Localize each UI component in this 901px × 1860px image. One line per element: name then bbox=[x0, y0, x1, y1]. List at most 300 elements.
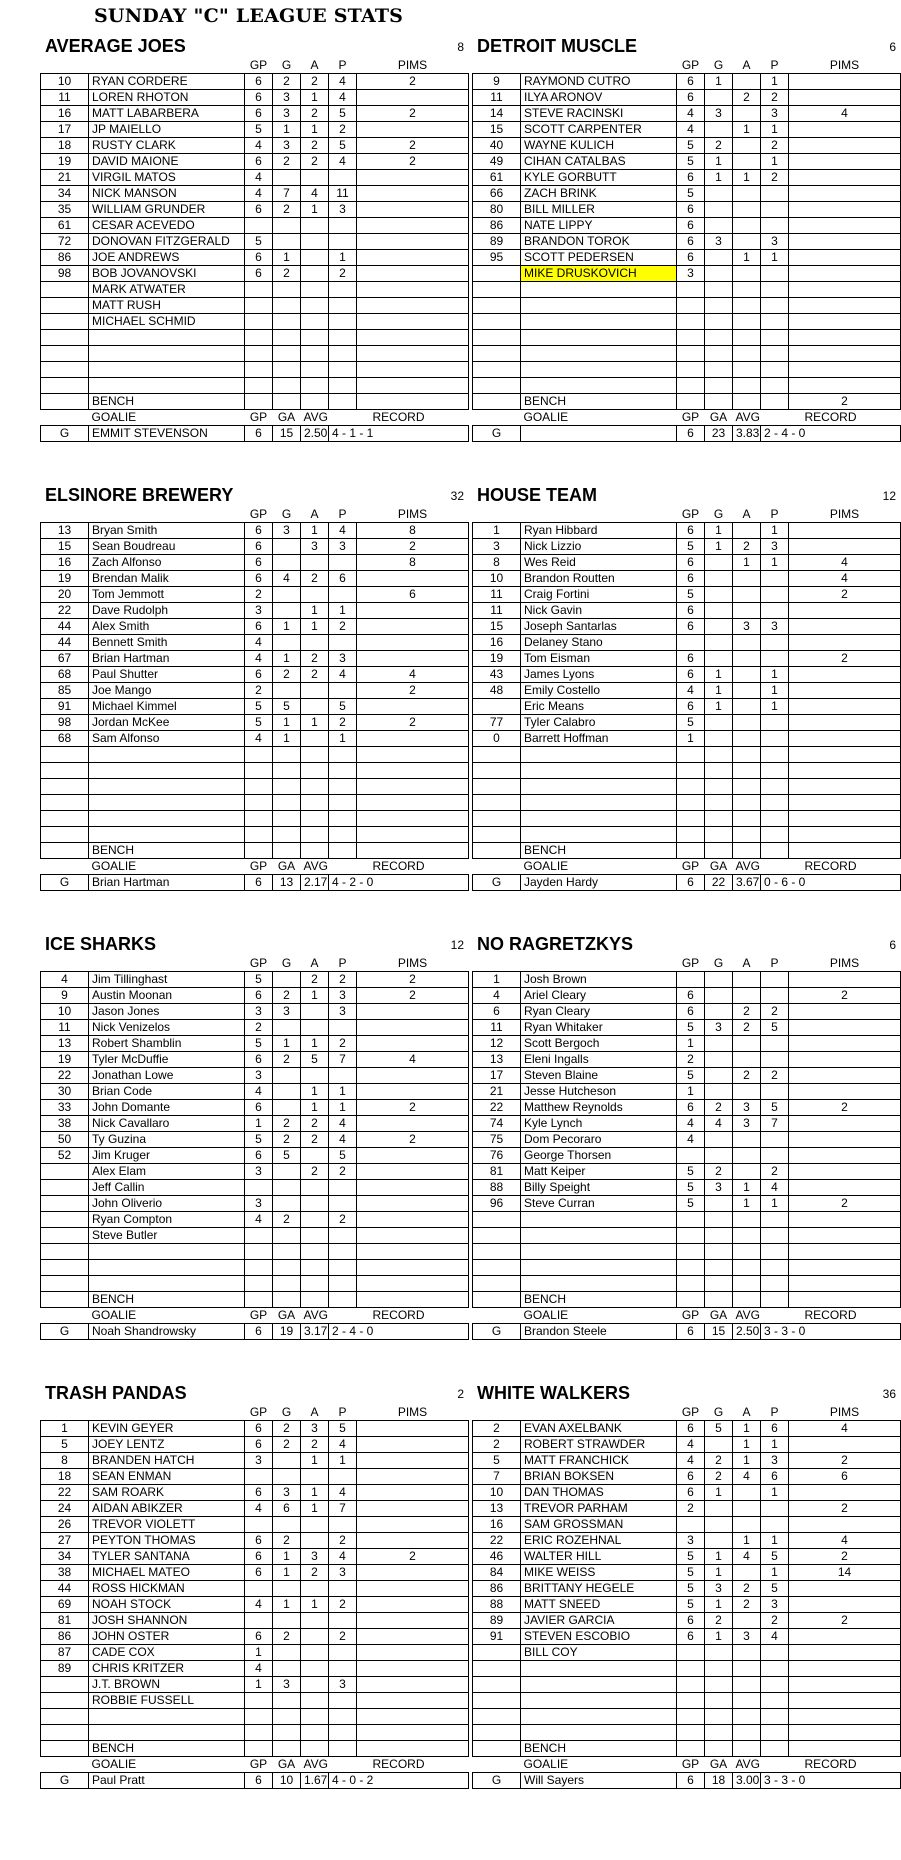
player-gp bbox=[677, 1517, 705, 1533]
player-goals bbox=[705, 972, 733, 988]
player-goals bbox=[705, 1517, 733, 1533]
player-pims bbox=[789, 1581, 901, 1597]
player-gp bbox=[245, 763, 273, 779]
player-assists bbox=[301, 170, 329, 186]
table-row bbox=[473, 106, 901, 122]
player-assists bbox=[733, 1148, 761, 1164]
player-goals bbox=[705, 1004, 733, 1020]
table-row bbox=[41, 346, 469, 362]
player-goals bbox=[705, 218, 733, 234]
player-goals bbox=[705, 1661, 733, 1677]
player-points: 2 bbox=[329, 266, 357, 282]
player-points bbox=[761, 298, 789, 314]
player-assists: 4 bbox=[733, 1549, 761, 1565]
player-assists: 2 bbox=[733, 90, 761, 106]
player-number: 9 bbox=[473, 74, 521, 90]
table-row bbox=[473, 266, 901, 282]
player-name: SEAN ENMAN bbox=[89, 1469, 245, 1485]
table-row bbox=[473, 1020, 901, 1036]
player-number: 15 bbox=[41, 539, 89, 555]
player-pims bbox=[357, 1437, 469, 1453]
player-points: 5 bbox=[329, 1148, 357, 1164]
player-assists: 3 bbox=[301, 1421, 329, 1437]
player-assists bbox=[733, 1164, 761, 1180]
goalie-header-record: RECORD bbox=[372, 410, 425, 424]
player-number: 35 bbox=[41, 202, 89, 218]
player-pims bbox=[789, 1020, 901, 1036]
player-points: 1 bbox=[761, 154, 789, 170]
player-points: 2 bbox=[329, 122, 357, 138]
player-points bbox=[761, 1084, 789, 1100]
player-number bbox=[41, 747, 89, 763]
player-name: RUSTY CLARK bbox=[89, 138, 245, 154]
team-header bbox=[40, 1383, 468, 1405]
player-number: 3 bbox=[473, 539, 521, 555]
player-points bbox=[329, 346, 357, 362]
column-header-g: G bbox=[713, 1405, 724, 1419]
player-name: Nick Venizelos bbox=[89, 1020, 245, 1036]
table-row bbox=[41, 1501, 469, 1517]
player-goals bbox=[273, 1469, 301, 1485]
player-assists: 2 bbox=[733, 1581, 761, 1597]
player-points: 2 bbox=[329, 1212, 357, 1228]
player-goals bbox=[705, 202, 733, 218]
table-row bbox=[473, 1597, 901, 1613]
goalie-avg: 2.50 bbox=[301, 426, 329, 442]
player-pims bbox=[789, 523, 901, 539]
player-points: 3 bbox=[761, 539, 789, 555]
player-goals: 1 bbox=[705, 1597, 733, 1613]
table-row bbox=[41, 635, 469, 651]
player-assists: 1 bbox=[301, 1485, 329, 1501]
player-points: 1 bbox=[761, 683, 789, 699]
player-pims bbox=[357, 1613, 469, 1629]
player-number: 11 bbox=[41, 90, 89, 106]
player-goals bbox=[705, 795, 733, 811]
player-pims bbox=[789, 635, 901, 651]
player-goals: 3 bbox=[273, 1004, 301, 1020]
player-goals: 2 bbox=[705, 138, 733, 154]
player-goals: 1 bbox=[705, 170, 733, 186]
player-goals bbox=[705, 1084, 733, 1100]
player-number bbox=[41, 1228, 89, 1244]
player-gp: 6 bbox=[677, 555, 705, 571]
player-gp: 6 bbox=[677, 1100, 705, 1116]
column-header-g: G bbox=[281, 58, 292, 72]
table-row bbox=[473, 90, 901, 106]
player-assists bbox=[301, 362, 329, 378]
player-points: 1 bbox=[761, 1485, 789, 1501]
column-header-a: A bbox=[310, 956, 319, 970]
table-row bbox=[41, 827, 469, 843]
player-goals: 2 bbox=[273, 1421, 301, 1437]
player-gp: 2 bbox=[677, 1052, 705, 1068]
player-pims bbox=[789, 827, 901, 843]
player-name: Jason Jones bbox=[89, 1004, 245, 1020]
player-points bbox=[329, 1613, 357, 1629]
goalie-header-gp: GP bbox=[249, 859, 268, 873]
player-pims bbox=[789, 170, 901, 186]
player-assists bbox=[733, 154, 761, 170]
table-row bbox=[41, 1581, 469, 1597]
player-gp: 6 bbox=[245, 555, 273, 571]
player-name: Scott Bergoch bbox=[521, 1036, 677, 1052]
player-number: 9 bbox=[41, 988, 89, 1004]
table-row bbox=[473, 1645, 901, 1661]
player-pims bbox=[789, 282, 901, 298]
player-assists bbox=[733, 747, 761, 763]
table-row bbox=[473, 154, 901, 170]
player-assists bbox=[733, 972, 761, 988]
table-row bbox=[473, 1100, 901, 1116]
goalie-header-record: RECORD bbox=[372, 1308, 425, 1322]
player-name: John Oliverio bbox=[89, 1196, 245, 1212]
team-pims-total: 36 bbox=[882, 1387, 896, 1401]
goalie-label: GOALIE bbox=[523, 859, 569, 873]
player-assists bbox=[301, 266, 329, 282]
player-points: 1 bbox=[761, 1565, 789, 1581]
player-assists: 2 bbox=[301, 651, 329, 667]
player-gp: 6 bbox=[677, 218, 705, 234]
goalie-position: G bbox=[473, 426, 521, 442]
player-gp: 5 bbox=[245, 715, 273, 731]
table-row bbox=[473, 346, 901, 362]
player-number: 5 bbox=[41, 1437, 89, 1453]
player-name: J.T. BROWN bbox=[89, 1677, 245, 1693]
player-name bbox=[89, 779, 245, 795]
bench-pims: 2 bbox=[789, 394, 901, 410]
player-gp: 6 bbox=[677, 74, 705, 90]
player-points bbox=[329, 1020, 357, 1036]
bench-row bbox=[473, 843, 901, 859]
player-name bbox=[89, 346, 245, 362]
player-number: 48 bbox=[473, 683, 521, 699]
player-pims bbox=[357, 1421, 469, 1437]
player-number: 86 bbox=[41, 1629, 89, 1645]
player-number bbox=[41, 282, 89, 298]
player-name: George Thorsen bbox=[521, 1148, 677, 1164]
player-gp: 6 bbox=[245, 74, 273, 90]
table-row bbox=[41, 1549, 469, 1565]
player-goals bbox=[273, 1196, 301, 1212]
player-name: Delaney Stano bbox=[521, 635, 677, 651]
player-pims bbox=[357, 811, 469, 827]
table-row bbox=[473, 1517, 901, 1533]
player-name bbox=[521, 298, 677, 314]
player-name: KEVIN GEYER bbox=[89, 1421, 245, 1437]
player-goals: 3 bbox=[273, 523, 301, 539]
player-assists bbox=[301, 282, 329, 298]
player-points: 2 bbox=[329, 1597, 357, 1613]
team-section bbox=[40, 1383, 468, 1789]
player-assists bbox=[733, 1645, 761, 1661]
player-pims bbox=[357, 1517, 469, 1533]
player-number: 89 bbox=[473, 234, 521, 250]
player-points bbox=[329, 378, 357, 394]
player-name: WAYNE KULICH bbox=[521, 138, 677, 154]
player-goals bbox=[705, 1693, 733, 1709]
player-name: MIKE WEISS bbox=[521, 1565, 677, 1581]
player-assists bbox=[301, 1725, 329, 1741]
player-points: 5 bbox=[329, 1421, 357, 1437]
player-pims bbox=[357, 1533, 469, 1549]
player-number bbox=[473, 1260, 521, 1276]
player-goals bbox=[705, 827, 733, 843]
player-points: 3 bbox=[329, 651, 357, 667]
player-gp: 6 bbox=[245, 154, 273, 170]
player-name: Brendan Malik bbox=[89, 571, 245, 587]
bench-label: BENCH bbox=[89, 394, 245, 410]
table-row bbox=[473, 539, 901, 555]
player-gp: 5 bbox=[677, 154, 705, 170]
player-number: 10 bbox=[41, 1004, 89, 1020]
player-number: 46 bbox=[473, 1549, 521, 1565]
player-points: 2 bbox=[761, 1004, 789, 1020]
player-gp bbox=[677, 1260, 705, 1276]
player-goals: 1 bbox=[705, 683, 733, 699]
player-assists bbox=[301, 731, 329, 747]
player-number: 21 bbox=[41, 170, 89, 186]
player-points bbox=[761, 1260, 789, 1276]
player-points bbox=[761, 1677, 789, 1693]
player-pims: 14 bbox=[789, 1565, 901, 1581]
table-row bbox=[41, 1036, 469, 1052]
player-pims: 2 bbox=[789, 587, 901, 603]
player-assists bbox=[301, 747, 329, 763]
player-gp: 5 bbox=[677, 1068, 705, 1084]
column-header-p: P bbox=[338, 1405, 347, 1419]
player-name: TREVOR VIOLETT bbox=[89, 1517, 245, 1533]
player-points: 1 bbox=[329, 1453, 357, 1469]
player-gp bbox=[677, 346, 705, 362]
player-gp bbox=[245, 1725, 273, 1741]
stats-table bbox=[472, 956, 901, 1340]
player-goals bbox=[705, 362, 733, 378]
player-pims bbox=[789, 1693, 901, 1709]
goalie-header-ga: GA bbox=[709, 410, 728, 424]
player-gp: 5 bbox=[677, 587, 705, 603]
player-gp: 3 bbox=[245, 1164, 273, 1180]
player-points bbox=[761, 603, 789, 619]
player-number bbox=[473, 298, 521, 314]
player-name: Jesse Hutcheson bbox=[521, 1084, 677, 1100]
player-pims bbox=[789, 811, 901, 827]
bench-pims bbox=[357, 843, 469, 859]
table-row bbox=[41, 811, 469, 827]
goalie-ga: 22 bbox=[705, 875, 733, 891]
goalie-avg: 3.83 bbox=[733, 426, 761, 442]
player-pims bbox=[789, 699, 901, 715]
player-number bbox=[473, 1693, 521, 1709]
player-assists bbox=[733, 1084, 761, 1100]
table-row bbox=[41, 90, 469, 106]
player-goals bbox=[273, 1260, 301, 1276]
player-gp: 6 bbox=[677, 202, 705, 218]
column-header-gp: GP bbox=[249, 507, 268, 521]
player-name: Brian Code bbox=[89, 1084, 245, 1100]
player-pims bbox=[357, 1164, 469, 1180]
player-gp: 5 bbox=[677, 1549, 705, 1565]
player-number bbox=[473, 827, 521, 843]
player-assists bbox=[301, 827, 329, 843]
player-assists bbox=[733, 186, 761, 202]
goalie-row bbox=[41, 875, 469, 891]
player-name: CESAR ACEVEDO bbox=[89, 218, 245, 234]
player-name: Dave Rudolph bbox=[89, 603, 245, 619]
player-points: 1 bbox=[761, 122, 789, 138]
goalie-header-ga: GA bbox=[709, 1757, 728, 1771]
player-points bbox=[761, 827, 789, 843]
player-pims bbox=[357, 619, 469, 635]
player-name bbox=[89, 827, 245, 843]
player-name: Eric Means bbox=[521, 699, 677, 715]
player-goals bbox=[705, 571, 733, 587]
player-points: 2 bbox=[761, 90, 789, 106]
table-row bbox=[473, 699, 901, 715]
table-row bbox=[473, 122, 901, 138]
player-gp: 6 bbox=[245, 1533, 273, 1549]
player-number: 68 bbox=[41, 731, 89, 747]
bench-row bbox=[41, 394, 469, 410]
column-header-a: A bbox=[742, 1405, 751, 1419]
goalie-header-record: RECORD bbox=[372, 1757, 425, 1771]
player-gp: 6 bbox=[677, 651, 705, 667]
goalie-position: G bbox=[41, 1773, 89, 1789]
table-row bbox=[41, 1228, 469, 1244]
team-pims-total: 2 bbox=[457, 1387, 464, 1401]
player-gp: 6 bbox=[245, 1148, 273, 1164]
player-goals bbox=[705, 763, 733, 779]
table-row bbox=[473, 298, 901, 314]
table-row bbox=[473, 74, 901, 90]
player-number: 8 bbox=[41, 1453, 89, 1469]
table-row bbox=[473, 988, 901, 1004]
player-goals bbox=[273, 683, 301, 699]
player-pims: 2 bbox=[357, 972, 469, 988]
player-gp: 6 bbox=[677, 1485, 705, 1501]
bench-row bbox=[473, 1741, 901, 1757]
player-name bbox=[521, 346, 677, 362]
team-header bbox=[472, 1383, 900, 1405]
player-pims bbox=[789, 747, 901, 763]
player-assists bbox=[733, 779, 761, 795]
player-gp: 6 bbox=[677, 571, 705, 587]
player-goals: 2 bbox=[273, 1533, 301, 1549]
table-row bbox=[41, 667, 469, 683]
player-pims bbox=[357, 1196, 469, 1212]
player-goals: 1 bbox=[705, 539, 733, 555]
table-row bbox=[473, 571, 901, 587]
player-goals bbox=[273, 170, 301, 186]
player-name: ZACH BRINK bbox=[521, 186, 677, 202]
player-gp bbox=[245, 747, 273, 763]
player-pims bbox=[357, 1453, 469, 1469]
player-name bbox=[521, 1244, 677, 1260]
player-gp: 1 bbox=[245, 1677, 273, 1693]
player-assists bbox=[301, 555, 329, 571]
player-pims: 4 bbox=[357, 667, 469, 683]
player-name: Zach Alfonso bbox=[89, 555, 245, 571]
player-number: 86 bbox=[41, 250, 89, 266]
player-points: 1 bbox=[761, 699, 789, 715]
player-points bbox=[329, 218, 357, 234]
table-row bbox=[473, 1260, 901, 1276]
goalie-header-avg: AVG bbox=[303, 1308, 328, 1322]
player-name: Jim Kruger bbox=[89, 1148, 245, 1164]
column-header-gp: GP bbox=[681, 956, 700, 970]
player-number: 95 bbox=[473, 250, 521, 266]
player-assists bbox=[301, 1228, 329, 1244]
table-row bbox=[473, 186, 901, 202]
player-number: 4 bbox=[473, 988, 521, 1004]
player-goals: 3 bbox=[705, 234, 733, 250]
player-name: Ariel Cleary bbox=[521, 988, 677, 1004]
goalie-ga: 15 bbox=[705, 1324, 733, 1340]
player-points: 5 bbox=[329, 138, 357, 154]
player-points: 1 bbox=[761, 667, 789, 683]
player-assists: 2 bbox=[301, 138, 329, 154]
goalie-name bbox=[521, 426, 677, 442]
player-points: 4 bbox=[329, 1485, 357, 1501]
player-assists: 2 bbox=[301, 571, 329, 587]
player-gp bbox=[245, 1228, 273, 1244]
player-assists bbox=[733, 635, 761, 651]
player-pims bbox=[357, 1501, 469, 1517]
player-gp: 6 bbox=[245, 1565, 273, 1581]
player-points bbox=[329, 170, 357, 186]
player-number: 88 bbox=[473, 1597, 521, 1613]
player-gp bbox=[677, 298, 705, 314]
player-gp: 2 bbox=[677, 1501, 705, 1517]
player-points bbox=[761, 715, 789, 731]
player-pims bbox=[789, 1068, 901, 1084]
player-assists: 1 bbox=[301, 1036, 329, 1052]
player-goals: 5 bbox=[273, 699, 301, 715]
player-points bbox=[761, 635, 789, 651]
player-gp: 6 bbox=[245, 1052, 273, 1068]
player-points bbox=[329, 1276, 357, 1292]
table-row bbox=[41, 1725, 469, 1741]
goalie-header-row bbox=[473, 1757, 901, 1773]
player-name: MATT LABARBERA bbox=[89, 106, 245, 122]
player-assists bbox=[733, 1677, 761, 1693]
stats-table bbox=[472, 58, 901, 442]
player-gp: 5 bbox=[677, 1581, 705, 1597]
player-assists: 2 bbox=[301, 667, 329, 683]
player-pims bbox=[357, 122, 469, 138]
player-pims bbox=[357, 362, 469, 378]
player-pims bbox=[789, 1276, 901, 1292]
column-header-g: G bbox=[713, 58, 724, 72]
player-gp: 6 bbox=[677, 988, 705, 1004]
player-name: Jim Tillinghast bbox=[89, 972, 245, 988]
bench-pims bbox=[789, 1292, 901, 1308]
player-name bbox=[521, 1693, 677, 1709]
player-name: BILL COY bbox=[521, 1645, 677, 1661]
goalie-name: Noah Shandrowsky bbox=[89, 1324, 245, 1340]
player-goals bbox=[273, 795, 301, 811]
player-goals: 1 bbox=[273, 250, 301, 266]
team-pims-total: 8 bbox=[457, 40, 464, 54]
table-row bbox=[41, 1533, 469, 1549]
player-number: 15 bbox=[473, 619, 521, 635]
player-name: KYLE GORBUTT bbox=[521, 170, 677, 186]
player-goals: 3 bbox=[705, 1180, 733, 1196]
player-points bbox=[761, 1244, 789, 1260]
player-gp: 5 bbox=[677, 1164, 705, 1180]
table-row bbox=[473, 138, 901, 154]
table-row bbox=[41, 1148, 469, 1164]
